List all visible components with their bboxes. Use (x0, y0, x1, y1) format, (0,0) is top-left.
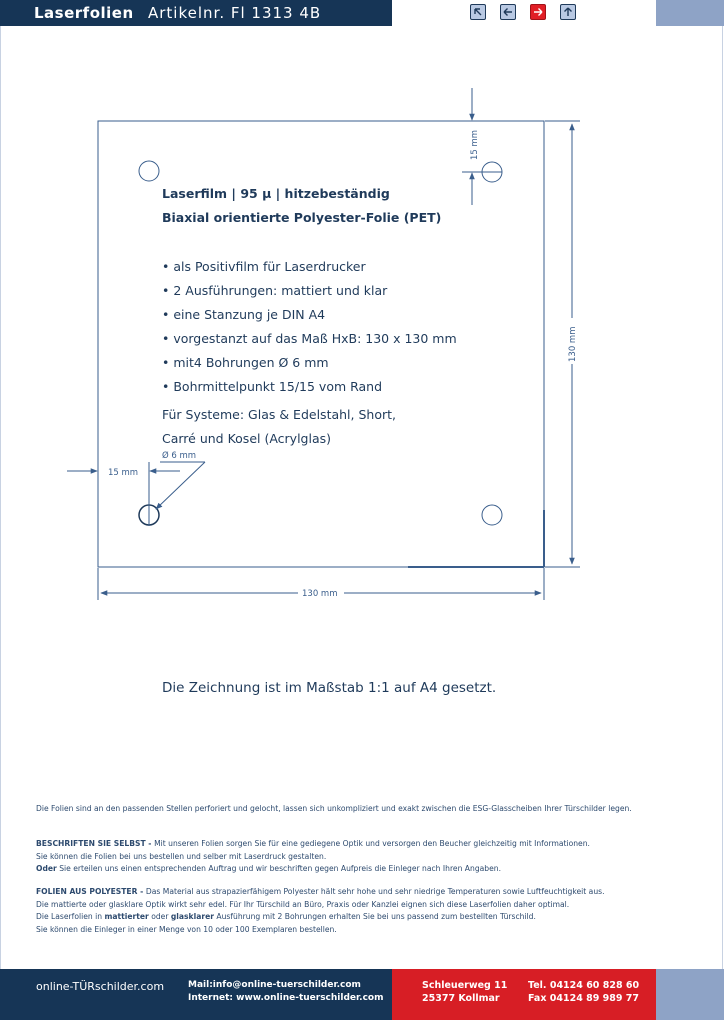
footer-brand: online-TÜRschilder.com (36, 980, 165, 993)
footer-dark-panel (0, 969, 392, 1020)
spec-systems-2: Carré und Kosel (Acrylglas) (162, 431, 332, 446)
spec-bullet-6: • Bohrmittelpunkt 15/15 vom Rand (162, 379, 383, 394)
footer-phone (528, 979, 639, 1005)
footer-bar (0, 969, 724, 1023)
footer-contact (188, 979, 383, 1005)
footer-tel: Tel. 04124 60 828 60 (528, 980, 640, 991)
scale-caption: Die Zeichnung ist im Maßstab 1:1 auf A4 gesetzt. (162, 680, 497, 696)
footer-fax: Fax 04124 89 989 77 (528, 993, 640, 1004)
dim-bottom-label: 130 mm (302, 589, 338, 599)
dim-hole-leader (156, 462, 205, 509)
polyester-line-3e: Ausführung mit 2 Bohrungen erhalten Sie bei uns passend zum bestellten Türschild. (213, 912, 536, 922)
polyester-text: Das Material aus strapazierfähigem Polyester hält sehr hohe und sehr niedrige Temperaturen sowie Luftfeuchtigkeit aus. (145, 887, 605, 896)
article-number: Artikelnr. Fl 1313 4B (148, 4, 322, 22)
footer-internet-link[interactable]: Internet: www.online-tuerschilder.com (188, 993, 384, 1003)
dim-top-label: 15 mm (470, 129, 480, 160)
footer-mail-link[interactable]: Mail:info@online-tuerschilder.com (188, 980, 361, 990)
footer-street: Schleuerweg 11 (422, 980, 508, 991)
spec-bullet-3: • eine Stanzung je DIN A4 (162, 307, 326, 322)
footer-city: 25377 Kollmar (422, 993, 500, 1004)
dim-hole-label: Ø 6 mm (162, 451, 197, 461)
footer-address (422, 979, 507, 1005)
beschriften-text: Mit unseren Folien sorgen Sie für eine gediegene Optik und versorgen den Beucher gleichzeitig mit Informationen. (154, 839, 590, 848)
hole-top-left (139, 161, 159, 181)
beschriften-heading: BESCHRIFTEN SIE SELBST - (36, 839, 155, 848)
paragraph-polyester (36, 886, 696, 937)
spec-line-2: Biaxial orientierte Polyester-Folie (PET) (162, 210, 442, 225)
hole-bottom-right (482, 505, 502, 525)
beschriften-line-2: Sie können die Folien bei uns bestellen und selber mit Laserdruck gestalten. (36, 851, 327, 861)
beschriften-oder: Oder (36, 864, 57, 874)
polyester-glasklarer: glasklarer (170, 912, 214, 922)
spec-bullet-1: • als Positivfilm für Laserdrucker (162, 259, 366, 274)
paragraph-intro (36, 803, 696, 816)
polyester-heading: FOLIEN AUS POLYESTER - (36, 887, 146, 896)
page-title: Laserfolien (34, 4, 134, 22)
intro-text: Die Folien sind an den passenden Stellen perforiert und gelocht, lassen sich unkompliziert und exakt zwischen die ESG-Glasscheiben Ihrer Türschilder legen. (36, 804, 632, 813)
polyester-mattierter: mattierter (104, 912, 149, 922)
footer-accent (656, 969, 724, 1020)
spec-bullet-2: • 2 Ausführungen: mattiert und klar (162, 283, 388, 298)
polyester-line-4: Sie können die Einleger in einer Menge von 10 oder 100 Exemplaren bestellen. (36, 925, 337, 935)
paragraph-beschriften (36, 838, 696, 876)
spec-line-1: Laserfilm | 95 µ | hitzebeständig (162, 186, 390, 201)
spec-systems-1: Für Systeme: Glas & Edelstahl, Short, (162, 407, 396, 422)
spec-bullet-5: • mit4 Bohrungen Ø 6 mm (162, 355, 329, 370)
beschriften-line-3: Sie erteilen uns einen entsprechenden Auftrag und wir beschriften gegen Aufpreis die Einleger nach Ihren Angaben. (56, 864, 502, 874)
dim-left-label: 15 mm (108, 468, 139, 478)
polyester-line-3c: oder (148, 912, 171, 922)
dim-right-label: 130 mm (568, 326, 578, 362)
polyester-line-3a: Die Laserfolien in (36, 912, 105, 922)
spec-bullet-4: • vorgestanzt auf das Maß HxB: 130 x 130 mm (162, 331, 457, 346)
polyester-line-2: Die mattierte oder glasklare Optik wirkt sehr edel. Für Ihr Türschild an Büro, Praxis oder Kanzlei eignen sich diese Laserfolien daher optimal. (36, 899, 570, 909)
